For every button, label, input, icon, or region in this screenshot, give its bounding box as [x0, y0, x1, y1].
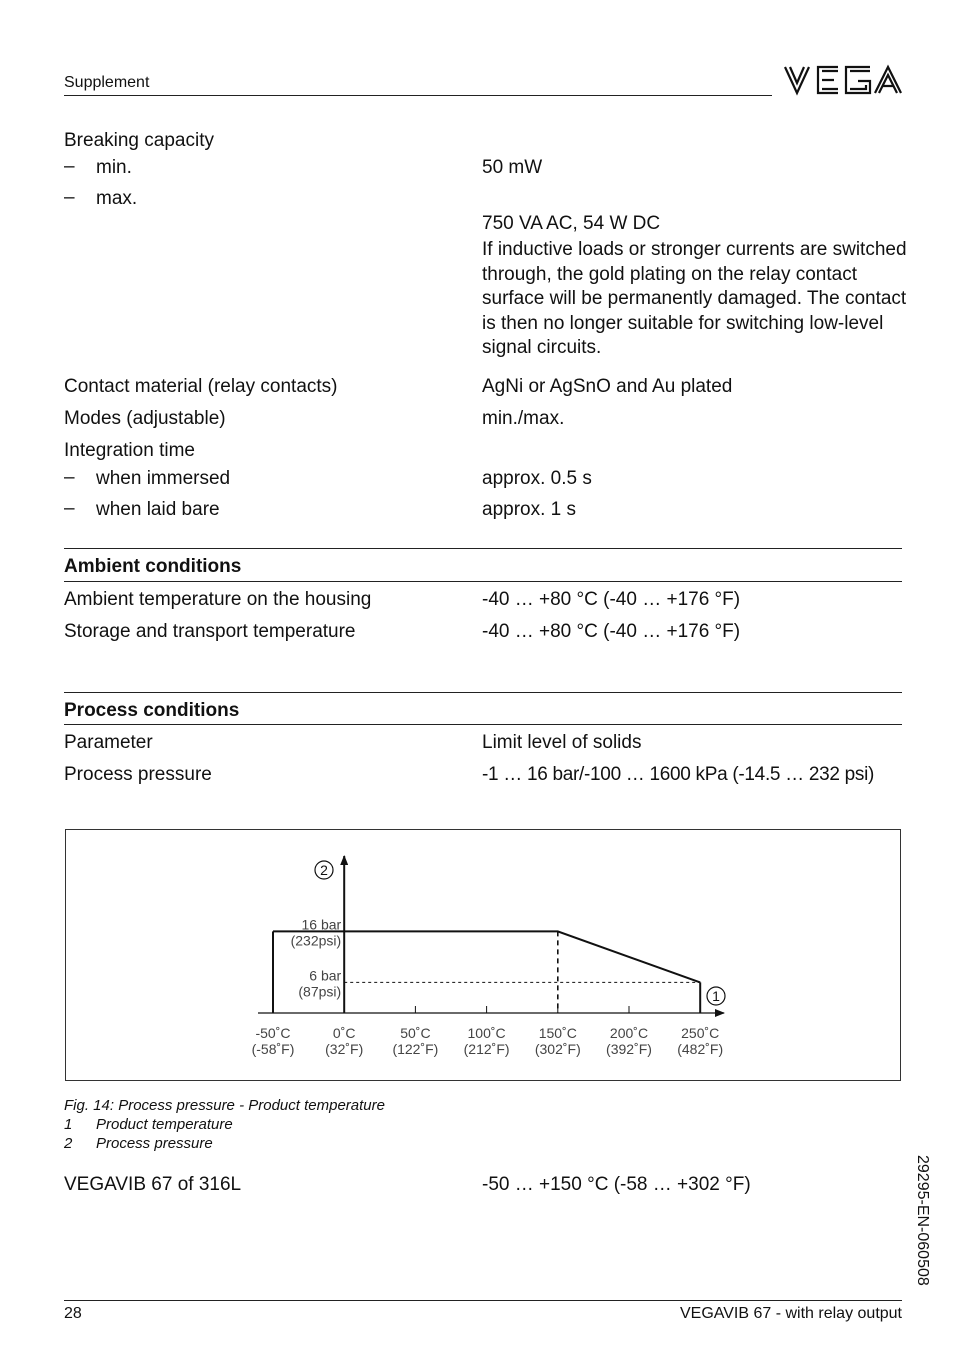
x-tick-label: 100˚C — [467, 1025, 506, 1041]
pressure-value: -1 … 16 bar/-100 … 1600 kPa (-14.5 … 232 psi) — [482, 764, 875, 785]
modes-value: min./max. — [482, 408, 565, 429]
x-tick-label: -50˚C — [255, 1025, 291, 1041]
x-tick-label: 200˚C — [609, 1025, 649, 1041]
figure-frame — [65, 829, 901, 1081]
max-note: If inductive loads or stronger currents are switched through, the gold plating on the relay contact surface will be permanently damaged. The contact is then no longer suitable for switching low-level signal circuits. — [482, 239, 907, 358]
x-tick-label-f: (302˚F) — [534, 1041, 581, 1057]
pressure-temperature-chart — [66, 830, 900, 1080]
figure-caption: Fig. 14: Process pressure - Product temperature — [64, 1097, 385, 1114]
header-section: Supplement — [64, 74, 150, 91]
x-tick-label: 0˚C — [332, 1025, 356, 1041]
y-tick-label-psi: (232psi) — [290, 932, 342, 949]
legend-text-1: Product temperature — [96, 1116, 233, 1133]
parameter-value: Limit level of solids — [482, 732, 642, 753]
x-tick-label-f: (482˚F) — [677, 1041, 724, 1057]
marker-2-label: 2 — [320, 862, 328, 878]
contact-material-label: Contact material (relay contacts) — [64, 376, 338, 397]
process-title: Process conditions — [64, 700, 240, 721]
x-tick-label-f: (122˚F) — [392, 1041, 439, 1057]
legend-num-1: 1 — [64, 1116, 73, 1133]
vega-logo — [782, 62, 902, 98]
logo-text: VEGA — [842, 96, 845, 97]
material-value: -50 … +150 °C (-58 … +302 °F) — [482, 1174, 751, 1195]
storage-temp-label: Storage and transport temperature — [64, 621, 356, 642]
x-tick-label-f: (32˚F) — [325, 1041, 364, 1057]
ambient-title: Ambient conditions — [64, 556, 242, 577]
ambient-rule-top — [64, 548, 902, 549]
breaking-capacity-label: Breaking capacity — [64, 130, 214, 151]
x-tick-label-f: (212˚F) — [463, 1041, 510, 1057]
dash-immersed: – — [64, 467, 75, 488]
ambient-rule-bottom — [64, 581, 902, 582]
x-tick-label: 250˚C — [681, 1025, 720, 1041]
dash-laid-bare: – — [64, 498, 75, 519]
contact-material-value: AgNi or AgSnO and Au plated — [482, 376, 733, 397]
housing-temp-value: -40 … +80 °C (-40 … +176 °F) — [482, 589, 741, 610]
material-label: VEGAVIB 67 of 316L — [64, 1174, 242, 1195]
dash-min: – — [64, 156, 75, 177]
y-tick-label-psi: (87psi) — [298, 983, 342, 1000]
y-tick-label: 6 bar — [309, 967, 342, 984]
x-tick-label: 150˚C — [538, 1025, 577, 1041]
pressure-label: Process pressure — [64, 764, 212, 785]
x-tick-label: 50˚C — [400, 1025, 431, 1041]
process-rule-top — [64, 692, 902, 693]
max-label: max. — [96, 188, 138, 209]
laid-bare-value: approx. 1 s — [482, 499, 576, 520]
min-label: min. — [96, 157, 132, 178]
housing-temp-label: Ambient temperature on the housing — [64, 589, 372, 610]
immersed-value: approx. 0.5 s — [482, 468, 592, 489]
x-tick-label-f: (-58˚F) — [251, 1041, 295, 1057]
parameter-label: Parameter — [64, 732, 153, 753]
min-value: 50 mW — [482, 157, 543, 178]
immersed-label: when immersed — [96, 468, 231, 489]
y-tick-label: 16 bar — [301, 916, 342, 933]
page-number: 28 — [64, 1305, 82, 1322]
header-rule — [64, 95, 772, 96]
legend-num-2: 2 — [64, 1135, 73, 1152]
max-value: 750 VA AC, 54 W DC — [482, 213, 661, 234]
legend-text-2: Process pressure — [96, 1135, 213, 1152]
document-code: 29295-EN-060508 — [914, 1155, 931, 1286]
integration-time-label: Integration time — [64, 440, 195, 461]
x-tick-label-f: (392˚F) — [606, 1041, 652, 1057]
marker-1-label: 1 — [712, 988, 720, 1004]
footer-rule — [64, 1300, 902, 1301]
laid-bare-label: when laid bare — [96, 499, 220, 520]
process-rule-bottom — [64, 724, 902, 725]
modes-label: Modes (adjustable) — [64, 408, 226, 429]
footer-title: VEGAVIB 67 - with relay output — [679, 1305, 902, 1322]
storage-temp-value: -40 … +80 °C (-40 … +176 °F) — [482, 621, 741, 642]
dash-max: – — [64, 187, 75, 208]
